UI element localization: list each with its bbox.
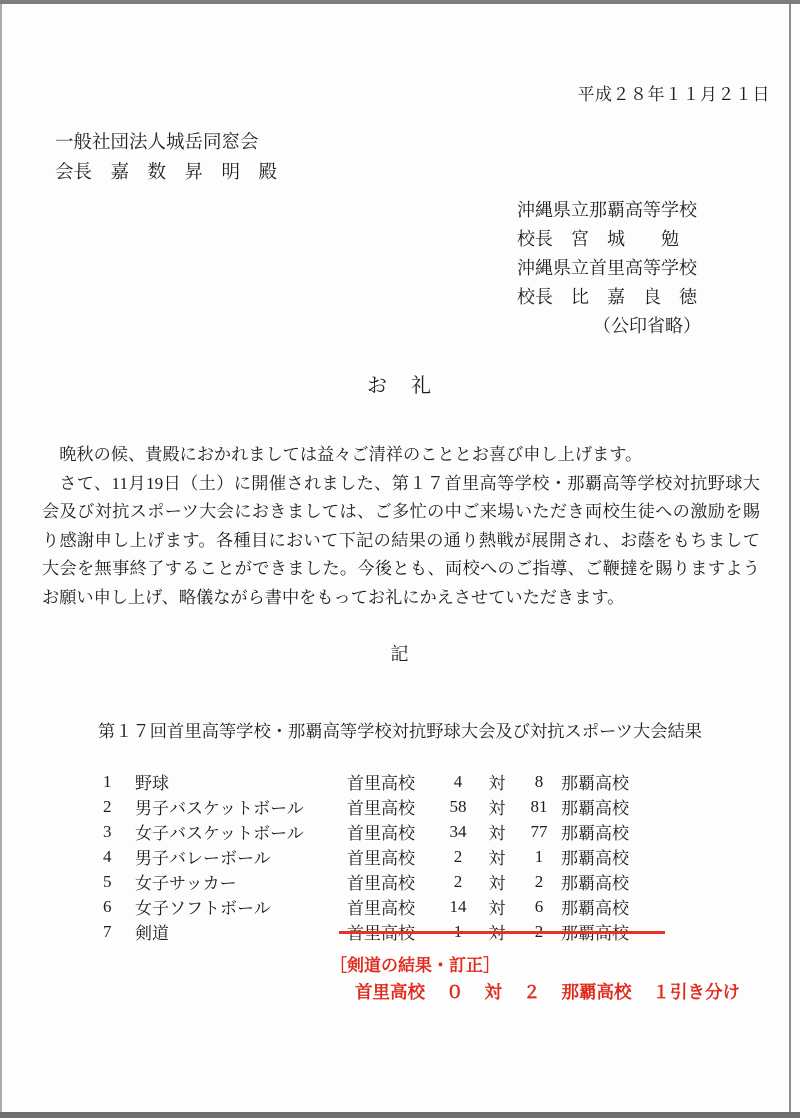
strikethrough-line <box>339 931 665 934</box>
seal-omitted-note: （公印省略） <box>593 316 701 336</box>
vs-label: 対 <box>488 874 506 893</box>
correction-school-right: 那覇高校 <box>561 982 632 1002</box>
event-name: 剣道 <box>135 924 169 943</box>
letter-body <box>42 441 760 613</box>
score-left: 4 <box>453 771 463 791</box>
school-right: 那覇高校 <box>561 824 629 843</box>
row-number: 3 <box>103 821 112 841</box>
recipient-block <box>55 128 277 188</box>
school-right: 那覇高校 <box>561 874 629 893</box>
vs-label: 対 <box>488 774 506 793</box>
correction-vs-label: 対 <box>484 982 502 1002</box>
school-right: 那覇高校 <box>561 799 629 818</box>
event-name: 野球 <box>135 774 169 793</box>
row-number: 1 <box>103 771 112 791</box>
school-left: 首里高校 <box>347 774 415 793</box>
school-right: 那覇高校 <box>561 899 629 918</box>
recipient-addressee: 会長 嘉 数 昇 明 殿 <box>55 163 278 183</box>
table-row <box>103 894 653 919</box>
score-right: 77 <box>530 821 548 841</box>
school-left: 首里高校 <box>347 799 415 818</box>
sender-block <box>517 196 701 341</box>
correction-score-right: ２ <box>523 982 541 1002</box>
event-name: 男子バスケットボール <box>135 799 304 818</box>
notation-marker: 記 <box>390 644 410 664</box>
score-left: 34 <box>449 821 467 841</box>
score-right: 2 <box>534 871 544 891</box>
scan-edge-left <box>0 4 2 1112</box>
event-name: 女子ソフトボール <box>135 899 271 918</box>
vs-label: 対 <box>488 899 506 918</box>
sender-principal-shuri: 校長 比 嘉 良 徳 <box>517 287 697 307</box>
correction-heading: ［剣道の結果・訂正］ <box>330 956 500 975</box>
table-row <box>103 819 653 844</box>
correction-score-left: ０ <box>446 982 464 1002</box>
score-right: 6 <box>534 896 544 916</box>
score-right: 8 <box>534 771 544 791</box>
event-name: 女子サッカー <box>135 874 237 893</box>
event-name: 男子バレーボール <box>135 849 271 868</box>
school-left: 首里高校 <box>347 874 415 893</box>
sender-school-naha: 沖縄県立那覇高等学校 <box>517 200 697 220</box>
score-right: 81 <box>530 796 548 816</box>
results-table <box>103 769 653 944</box>
scan-edge-bottom <box>0 1112 800 1118</box>
correction-line <box>355 979 740 1004</box>
vs-label: 対 <box>488 824 506 843</box>
date-line: 平成２８年１１月２１日 <box>577 85 770 104</box>
sender-school-shuri: 沖縄県立首里高等学校 <box>517 258 697 278</box>
row-number: 7 <box>103 921 112 941</box>
school-right: 那覇高校 <box>561 849 629 868</box>
row-number: 5 <box>103 871 112 891</box>
body-paragraph-2: さて、11月19日（土）に開催されました、第１７首里高等学校・那覇高等学校対抗野球大会及び対抗スポーツ大会におきましては、ご多忙の中ご来場いただき両校生徒への激励を賜り感謝申し上げます。各種目において下記の結果の通り熱戦が展開され、お蔭をもちまして大会を無事終了することができました。今後とも、両校へのご指導、ご鞭撻を賜りますようお願い申し上げ、略儀ながら書中をもってお礼にかえさせていただきます。 <box>42 473 760 607</box>
table-row <box>103 869 653 894</box>
score-left: 2 <box>453 846 463 866</box>
recipient-organization: 一般社団法人城岳同窓会 <box>55 133 259 153</box>
letter-title: お 礼 <box>367 375 433 397</box>
row-number: 4 <box>103 846 112 866</box>
table-row <box>103 844 653 869</box>
score-right: 1 <box>534 846 544 866</box>
scan-edge-right <box>789 4 791 1112</box>
correction-draw-note: １引き分け <box>652 982 740 1002</box>
row-number: 2 <box>103 796 112 816</box>
correction-school-left: 首里高校 <box>355 982 425 1002</box>
results-title: 第１７回首里高等学校・那覇高等学校対抗野球大会及び対抗スポーツ大会結果 <box>97 722 703 741</box>
scan-edge-top <box>0 0 800 4</box>
school-left: 首里高校 <box>347 899 415 918</box>
body-paragraph-1: 晩秋の候、貴殿におかれましては益々ご清祥のこととお喜び申し上げます。 <box>59 445 643 464</box>
table-row <box>103 769 653 794</box>
vs-label: 対 <box>488 849 506 868</box>
vs-label: 対 <box>488 799 506 818</box>
table-row <box>103 919 653 944</box>
score-left: 58 <box>449 796 467 816</box>
event-name: 女子バスケットボール <box>135 824 304 843</box>
school-left: 首里高校 <box>347 849 415 868</box>
sender-principal-naha: 校長 宮 城 勉 <box>517 229 679 249</box>
table-row <box>103 794 653 819</box>
score-left: 14 <box>449 896 467 916</box>
school-left: 首里高校 <box>347 824 415 843</box>
school-right: 那覇高校 <box>561 774 629 793</box>
row-number: 6 <box>103 896 112 916</box>
score-left: 2 <box>453 871 463 891</box>
